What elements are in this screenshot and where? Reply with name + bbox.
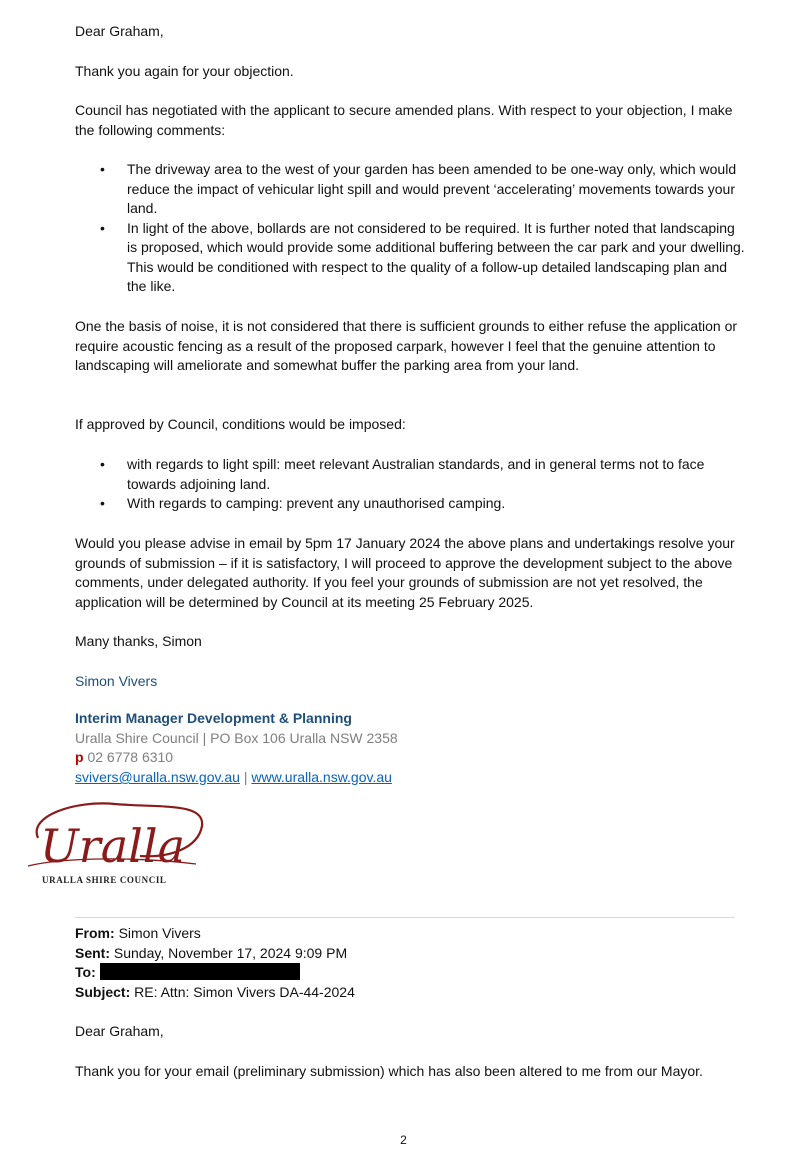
bullet-icon: • [100,161,105,177]
subject-label: Subject: [75,984,131,1000]
link-separator: | [243,769,248,785]
to-label: To: [75,964,96,980]
list-item-text: In light of the above, bollards are not considered to be required. It is further noted that landscaping is proposed, which would provide some additional buffering between the car park and your dwelling. This would be conditioned with respect to the quality of a follow-up detailed landscaping plan and the like. [127,219,745,294]
phone-prefix: p [75,749,84,765]
signature-name: Simon Vivers [75,673,158,689]
previous-body: Thank you for your email (preliminary submission) which has also been altered to me from our Mayor. [75,1063,703,1079]
thanks-paragraph: Thank you again for your objection. [75,63,294,79]
bullet-icon: • [100,456,105,472]
from-line [75,924,745,944]
subject-line [75,983,745,1003]
list-item [75,219,745,297]
from-value: Simon Vivers [118,925,201,941]
logo-caption: URALLA SHIRE COUNCIL [42,875,167,885]
signoff: Many thanks, Simon [75,633,202,649]
email-link[interactable]: svivers@uralla.nsw.gov.au [75,769,240,785]
conditions-intro: If approved by Council, conditions would be imposed: [75,416,406,432]
signature-phone-line [75,748,745,768]
signature-organisation: Uralla Shire Council | PO Box 106 Uralla NSW 2358 [75,730,398,746]
signature-links [75,768,745,788]
previous-greeting: Dear Graham, [75,1023,164,1039]
list-item [75,494,745,514]
email-separator [75,917,735,918]
advise-paragraph: Would you please advise in email by 5pm 17 January 2024 the above plans and undertakings resolve your grounds of submission – if it is satisfactory, I will proceed to approve the development subject to the above comments, under delegated authority. If you feel your grounds of submission are not yet resolved, the application will be determined by Council at its meeting 25 February 2025. [75,535,735,610]
noise-paragraph: One the basis of noise, it is not considered that there is sufficient grounds to either refuse the application or require acoustic fencing as a result of the proposed carpark, however I feel that the genuine attention to landscaping will ameliorate and somewhat buffer the parking area from your land. [75,318,738,373]
bullet-icon: • [100,219,105,236]
page-number: 2 [400,1133,407,1147]
sent-line [75,944,745,964]
sent-label: Sent: [75,945,110,961]
list-item [75,455,745,494]
list-item [75,160,745,219]
list-item-text: with regards to light spill: meet relevant Australian standards, and in general terms not to face towards adjoining land. [127,456,705,492]
list-item-text: The driveway area to the west of your garden has been amended to be one-way only, which would reduce the impact of vehicular light spill and would prevent ‘accelerating’ movements towards your land. [127,161,737,216]
logo-script: Uralla [40,819,186,873]
subject-value: RE: Attn: Simon Vivers DA-44-2024 [134,984,355,1000]
signature-phone: 02 6778 6310 [87,749,174,765]
list-item-text: With regards to camping: prevent any unauthorised camping. [127,495,506,511]
greeting: Dear Graham, [75,23,164,39]
comments-list [75,160,745,297]
to-line [75,963,745,983]
bullet-icon: • [100,495,105,511]
from-label: From: [75,925,115,941]
conditions-list [75,455,745,514]
sent-value: Sunday, November 17, 2024 9:09 PM [113,945,348,961]
signature-title: Interim Manager Development & Planning [75,710,352,726]
intro-paragraph: Council has negotiated with the applicant to secure amended plans. With respect to your objection, I make the following comments: [75,102,733,138]
uralla-shire-council-logo [20,796,210,888]
redacted-recipient [100,963,300,980]
website-link[interactable]: www.uralla.nsw.gov.au [251,769,392,785]
